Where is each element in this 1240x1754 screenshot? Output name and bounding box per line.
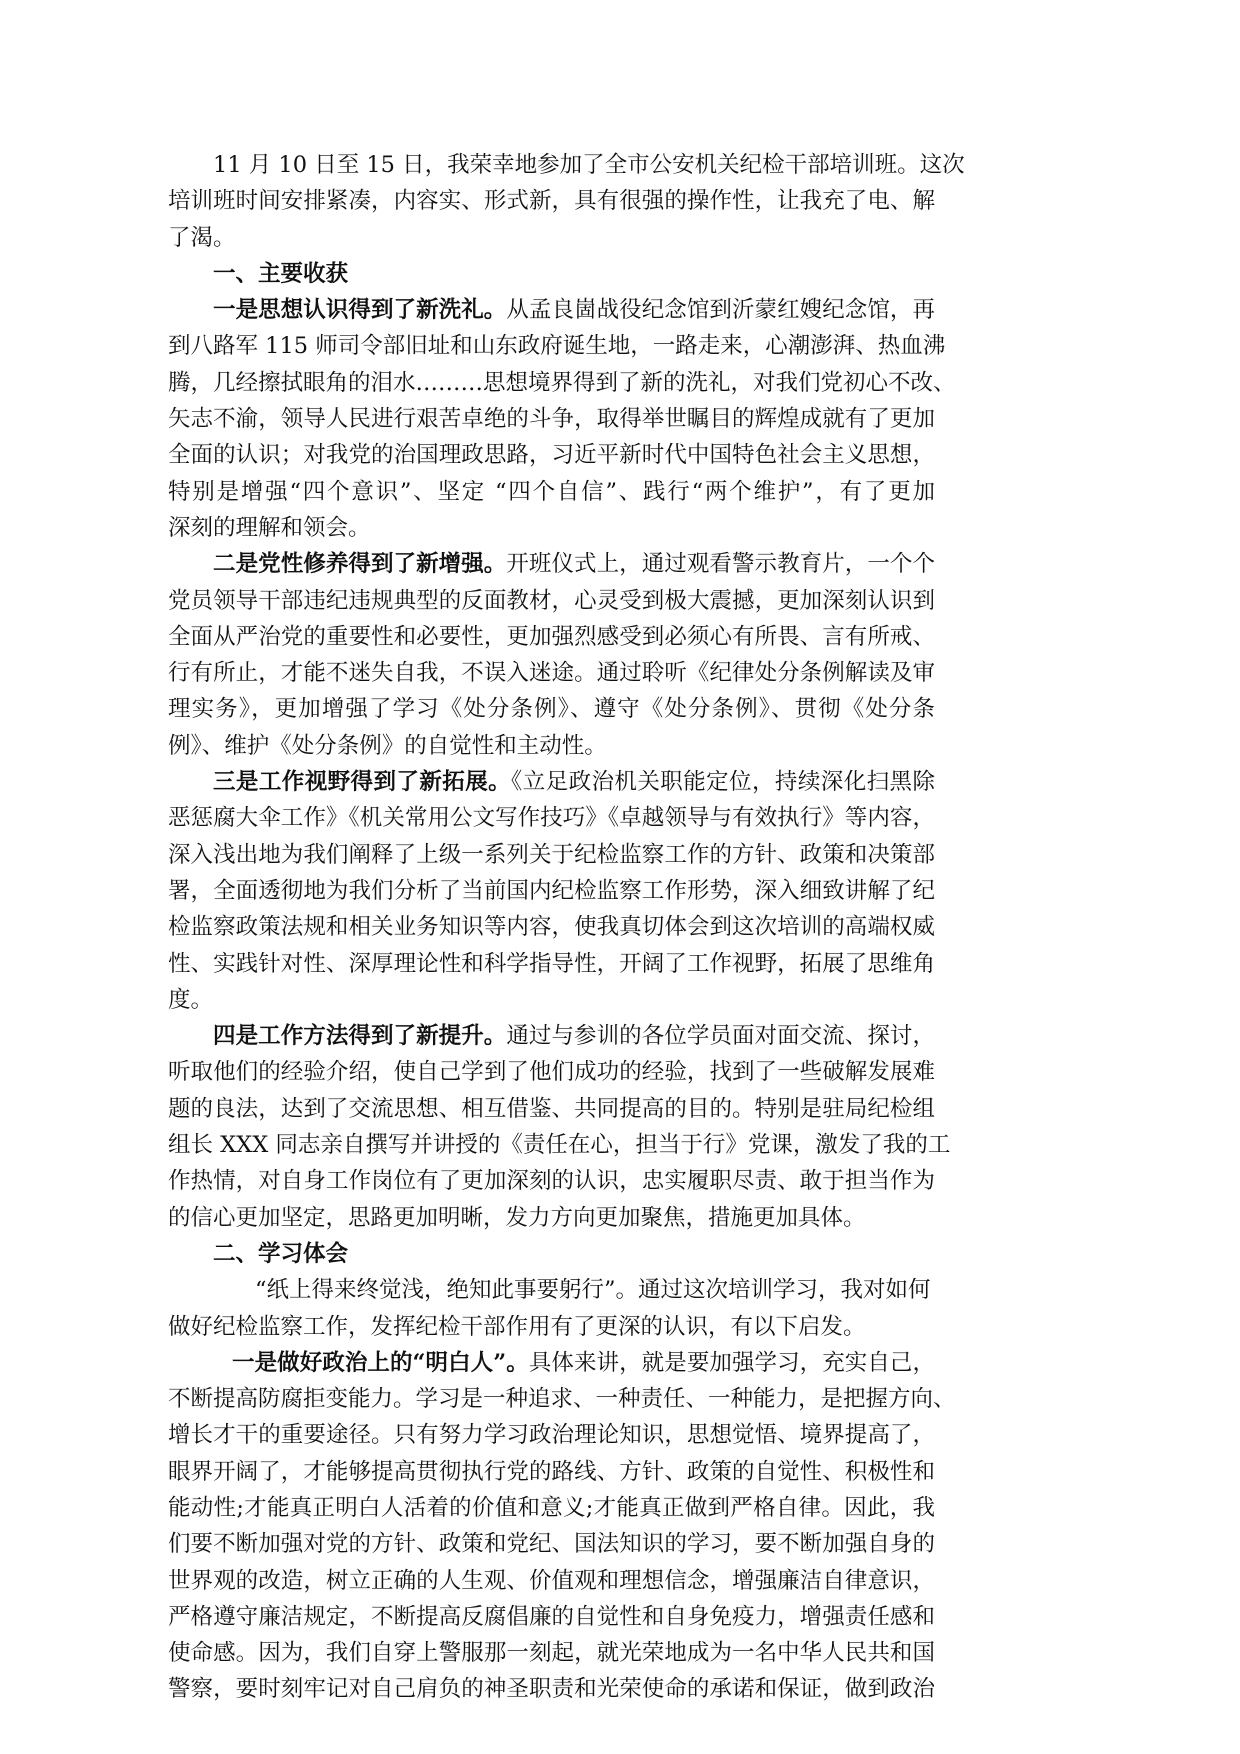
paragraph-lead: 二是党性修养得到了新增强。 xyxy=(213,551,507,578)
paragraph-line: 例》、维护《处分条例》的自觉性和主动性。 xyxy=(168,732,607,759)
paragraph-line: 腾，几经擦拭眼角的泪水………思想境界得到了新的洗礼，对我们党初心不改、 xyxy=(168,369,956,396)
body-paragraph xyxy=(168,1018,951,1236)
paragraph-line: 不断提高防腐拒变能力。学习是一种追求、一种责任、一种能力，是把握方向、 xyxy=(168,1386,956,1413)
paragraph-line-text: 通过与参训的各位学员面对面交流、探讨， xyxy=(506,1023,935,1050)
paragraph-line: 矢志不渝，领导人民进行艰苦卓绝的斗争，取得举世瞩目的辉煌成就有了更加 xyxy=(168,406,935,433)
paragraph-line: 检监察政策法规和相关业务知识等内容，使我真切体会到这次培训的高端权威 xyxy=(168,914,935,941)
paragraph-line: 听取他们的经验介绍，使自己学到了他们成功的经验，找到了一些破解发展难 xyxy=(168,1059,935,1086)
paragraph-line: 全面的认识；对我党的治国理政思路，习近平新时代中国特色社会主义思想， xyxy=(168,442,935,469)
paragraph-line xyxy=(168,292,935,328)
paragraph-line: 理实务》，更加增强了学习《处分条例》、遵守《处分条例》、贯彻《处分条 xyxy=(168,696,935,723)
paragraph-lead: 三是工作视野得到了新拓展。 xyxy=(213,769,512,796)
paragraph-line: 作热情，对自身工作岗位有了更加深刻的认识，忠实履职尽责、敢于担当作为 xyxy=(168,1168,935,1195)
paragraph-line: 全面从严治党的重要性和必要性，更加强烈感受到必须心有所畏、言有所戒、 xyxy=(168,623,935,650)
body-paragraph xyxy=(168,1345,956,1708)
paragraph-line: 性、实践针对性、深厚理论性和科学指导性，开阔了工作视野，拓展了思维角 xyxy=(168,950,935,977)
paragraph-line xyxy=(168,764,935,800)
paragraph-line: 深入浅出地为我们阐释了上级一系列关于纪检监察工作的方针、政策和决策部 xyxy=(168,841,935,868)
paragraph-line: 的信心更加坚定，思路更加明晰，发力方向更加聚焦，措施更加具体。 xyxy=(168,1204,866,1231)
paragraph-line: “纸上得来终觉浅，绝知此事要躬行”。通过这次培训学习，我对如何 xyxy=(255,1277,931,1304)
body-paragraph xyxy=(168,1272,935,1345)
paragraph-line: 署，全面透彻地为我们分析了当前国内纪检监察工作形势，深入细致讲解了纪 xyxy=(168,877,935,904)
paragraph-line-text: 从孟良崮战役纪念馆到沂蒙红嫂纪念馆，再 xyxy=(506,297,935,324)
intro-paragraph xyxy=(168,147,965,256)
paragraph-line: 世界观的改造，树立正确的人生观、价值观和理想信念，增强廉洁自律意识， xyxy=(168,1567,935,1594)
paragraph-line-text: 《立足政治机关职能定位，持续深化扫黑除 xyxy=(511,769,935,796)
paragraph-line: 组长 XXX 同志亲自撰写并讲授的《责任在心，担当于行》党课，激发了我的工 xyxy=(168,1132,951,1159)
paragraph-line: 严格遵守廉洁规定，不断提高反腐倡廉的自觉性和自身免疫力，增强责任感和 xyxy=(168,1603,935,1630)
document-body xyxy=(168,147,965,1708)
paragraph-line: 深刻的理解和领会。 xyxy=(168,514,371,541)
paragraph-line: 特别是增强“四个意识”、坚定 “四个自信”、践行“两个维护”，有了更加 xyxy=(168,478,935,505)
body-paragraph xyxy=(168,292,956,546)
paragraph-line: 党员领导干部违纪违规典型的反面教材，心灵受到极大震撼，更加深刻认识到 xyxy=(168,587,935,614)
paragraph-line: 们要不断加强对党的方针、政策和党纪、国法知识的学习，要不断加强自身的 xyxy=(168,1531,935,1558)
paragraph-line xyxy=(168,546,935,582)
paragraph-line: 恶惩腐大伞工作》《机关常用公文写作技巧》《卓越领导与有效执行》等内容， xyxy=(168,805,935,832)
body-paragraph xyxy=(168,546,935,764)
paragraph-lead: 一是做好政治上的“明白人”。 xyxy=(232,1349,529,1376)
paragraph-line: 做好纪检监察工作，发挥纪检干部作用有了更深的认识，有以下启发。 xyxy=(168,1313,866,1340)
body-paragraph xyxy=(168,764,935,1018)
paragraph-line-text: 具体来讲，就是要加强学习，充实自己， xyxy=(528,1349,935,1376)
paragraph-line: 培训班时间安排紧凑，内容实、形式新，具有很强的操作性，让我充了电、解 xyxy=(168,188,935,215)
paragraph-lead: 四是工作方法得到了新提升。 xyxy=(213,1023,507,1050)
paragraph-line: 警察，要时刻牢记对自己肩负的神圣职责和光荣使命的承诺和保证，做到政治 xyxy=(168,1676,935,1703)
paragraph-line xyxy=(168,1345,935,1381)
paragraph-line: 题的良法，达到了交流思想、相互借鉴、共同提高的目的。特别是驻局纪检组 xyxy=(168,1095,935,1122)
section-heading: 一、主要收获 xyxy=(213,260,349,287)
paragraph-lead: 一是思想认识得到了新洗礼。 xyxy=(213,297,507,324)
paragraph-line: 行有所止，才能不迷失自我，不误入迷途。通过聆听《纪律处分条例解读及审 xyxy=(168,660,935,687)
paragraph-line: 到八路军 115 师司令部旧址和山东政府诞生地，一路走来，心潮澎湃、热血沸 xyxy=(168,333,946,360)
paragraph-line: 11 月 10 日至 15 日，我荣幸地参加了全市公安机关纪检干部培训班。这次 xyxy=(213,152,965,178)
paragraph-line: 度。 xyxy=(168,986,214,1013)
paragraph-line-text: 开班仪式上，通过观看警示教育片，一个个 xyxy=(506,551,935,578)
paragraph-line: 使命感。因为，我们自穿上警服那一刻起，就光荣地成为一名中华人民共和国 xyxy=(168,1640,935,1667)
section-heading: 二、学习体会 xyxy=(213,1240,349,1267)
paragraph-line: 了渴。 xyxy=(168,224,236,251)
paragraph-line: 增长才干的重要途径。只有努力学习政治理论知识，思想觉悟、境界提高了， xyxy=(168,1422,935,1449)
paragraph-line: 能动性;才能真正明白人活着的价值和意义;才能真正做到严格自律。因此，我 xyxy=(168,1494,935,1521)
paragraph-line xyxy=(168,1018,935,1054)
paragraph-line: 眼界开阔了，才能够提高贯彻执行党的路线、方针、政策的自觉性、积极性和 xyxy=(168,1458,935,1485)
